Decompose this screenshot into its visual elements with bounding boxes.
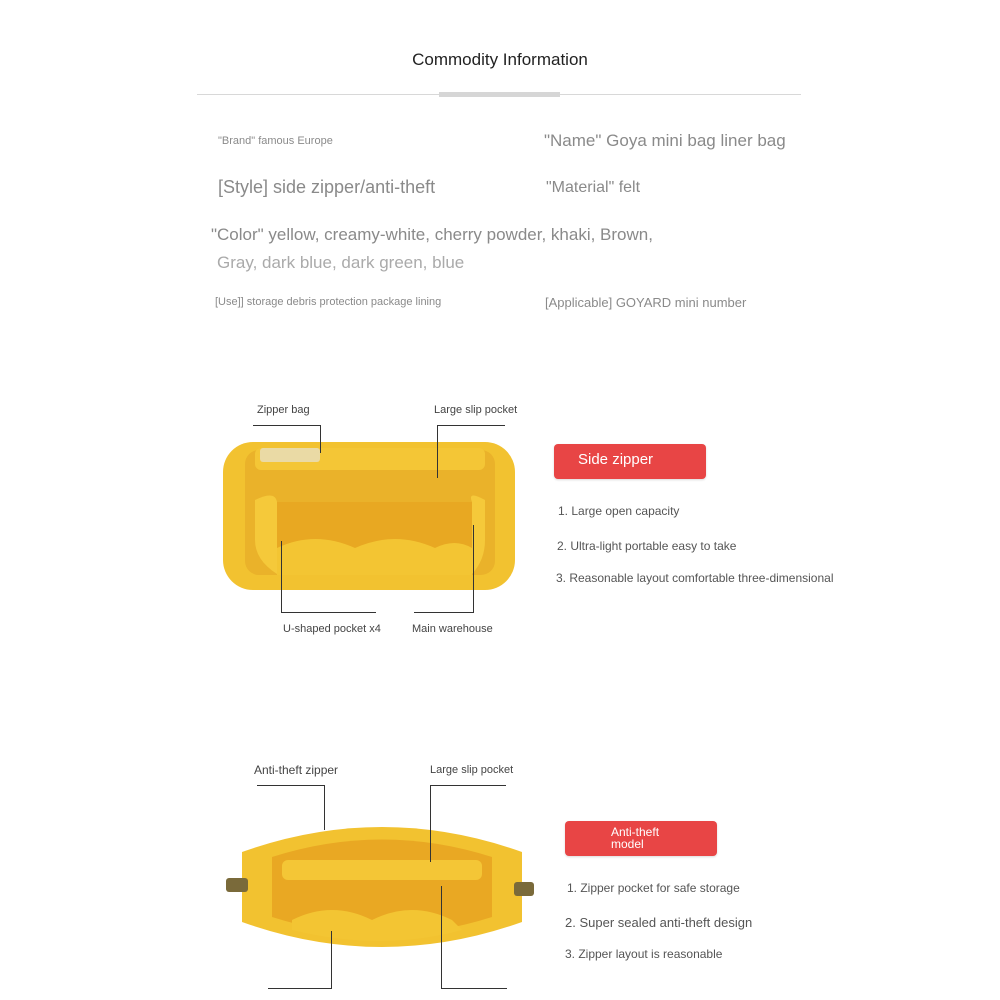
anti-theft-badge-line1: Anti-theft — [611, 825, 660, 839]
feature-item: 2. Super sealed anti-theft design — [565, 915, 753, 930]
callout-line — [331, 931, 332, 989]
callout-line — [324, 785, 325, 830]
anti-theft-badge-line2: model — [611, 837, 644, 851]
feature-item: 3. Zipper layout is reasonable — [565, 947, 723, 961]
zipper-right — [514, 882, 534, 896]
side-zipper-liner-image — [215, 430, 525, 600]
callout-line — [281, 612, 376, 613]
callout-line — [253, 425, 321, 426]
callout-line — [437, 425, 505, 426]
callout-line — [268, 988, 332, 989]
info-style: [Style] side zipper/anti-theft — [218, 177, 436, 197]
callout-line — [257, 785, 325, 786]
info-color-line2: Gray, dark blue, dark green, blue — [217, 253, 465, 272]
side-zipper-badge-label: Side zipper — [578, 451, 654, 468]
callout-line — [281, 541, 282, 613]
divider-accent — [439, 92, 560, 97]
callout-line — [437, 425, 438, 478]
callout-anti-theft-zipper: Anti-theft zipper — [254, 763, 339, 777]
info-brand: "Brand" famous Europe — [218, 135, 333, 147]
anti-theft-badge — [565, 821, 717, 856]
callout-line — [473, 525, 474, 613]
feature-item: 2. Ultra-light portable easy to take — [557, 539, 737, 553]
feature-item: 1. Large open capacity — [558, 504, 680, 518]
callout-line — [430, 785, 431, 862]
zipper-left — [226, 878, 248, 892]
callout-main-warehouse: Main warehouse — [412, 623, 493, 635]
callout-line — [430, 785, 506, 786]
callout-line — [441, 988, 507, 989]
callout-u-shaped-pocket: U-shaped pocket x4 — [283, 623, 381, 635]
callout-line — [441, 886, 442, 989]
anti-theft-liner-image — [222, 812, 540, 962]
feature-item: 3. Reasonable layout comfortable three-dimensional — [556, 571, 834, 585]
feature-item: 1. Zipper pocket for safe storage — [567, 881, 740, 895]
callout-line — [320, 425, 321, 453]
info-applicable: [Applicable] GOYARD mini number — [545, 295, 747, 310]
liner-slip-pocket — [282, 860, 482, 880]
callout-large-slip-pocket: Large slip pocket — [430, 764, 514, 776]
info-color-line1: "Color" yellow, creamy-white, cherry powder, khaki, Brown, — [211, 225, 653, 244]
callout-large-slip-pocket: Large slip pocket — [434, 404, 518, 416]
side-zipper-badge — [554, 444, 706, 479]
callout-zipper-bag: Zipper bag — [257, 404, 310, 416]
zipper-pull — [260, 448, 320, 462]
callout-line — [414, 612, 474, 613]
info-material: "Material" felt — [546, 179, 641, 196]
info-name: "Name" Goya mini bag liner bag — [544, 131, 786, 150]
page-title: Commodity Information — [412, 50, 588, 69]
info-use: [Use]] storage debris protection package lining — [215, 296, 442, 308]
